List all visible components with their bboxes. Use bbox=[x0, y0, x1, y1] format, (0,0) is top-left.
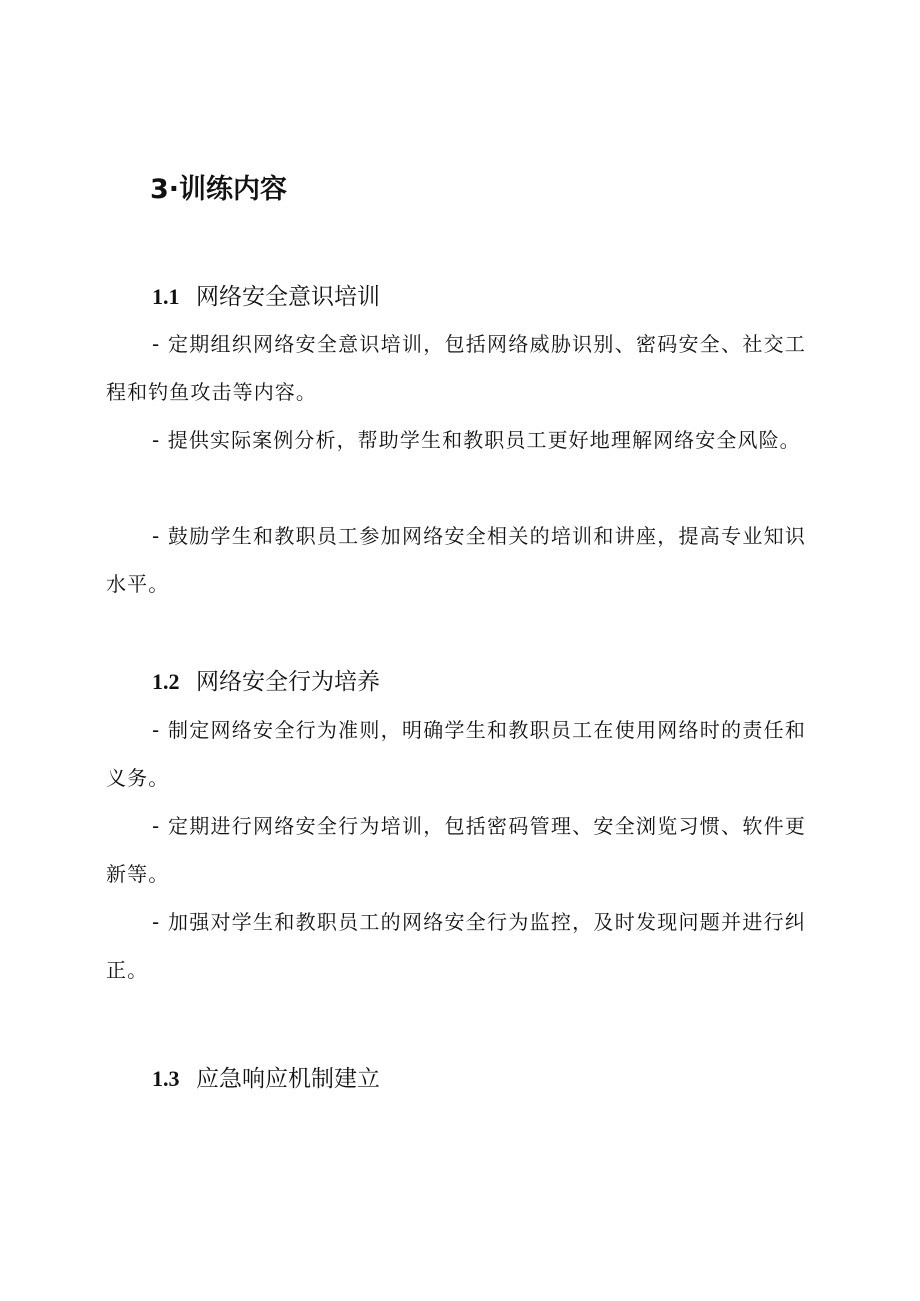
chapter-title: 3·训练内容 bbox=[150, 174, 288, 205]
section-1-2-item-2: - 定期进行网络安全行为培训，包括密码管理、安全浏览习惯、软件更新等。 bbox=[106, 814, 806, 886]
section-heading-1-3 bbox=[152, 1062, 380, 1096]
section-number: 1.2 bbox=[152, 669, 180, 694]
section-title: 网络安全意识培训 bbox=[196, 284, 380, 310]
section-1-2-item-1: - 制定网络安全行为准则，明确学生和教职员工在使用网络时的责任和义务。 bbox=[106, 718, 806, 790]
section-1-2-item-3: - 加强对学生和教职员工的网络安全行为监控，及时发现问题并进行纠正。 bbox=[106, 910, 806, 982]
section-1-1-item-2: - 提供实际案例分析，帮助学生和教职员工更好地理解网络安全风险。 bbox=[152, 428, 801, 452]
section-number: 1.3 bbox=[152, 1066, 180, 1091]
section-heading-1-2 bbox=[152, 665, 380, 699]
section-number: 1.1 bbox=[152, 284, 180, 309]
section-heading-1-1 bbox=[152, 280, 380, 314]
section-1-1-item-1: - 定期组织网络安全意识培训，包括网络威胁识别、密码安全、社交工程和钓鱼攻击等内容。 bbox=[106, 332, 806, 404]
section-title: 应急响应机制建立 bbox=[196, 1066, 380, 1092]
section-title: 网络安全行为培养 bbox=[196, 669, 380, 695]
section-1-1-item-3: - 鼓励学生和教职员工参加网络安全相关的培训和讲座，提高专业知识水平。 bbox=[106, 524, 806, 596]
